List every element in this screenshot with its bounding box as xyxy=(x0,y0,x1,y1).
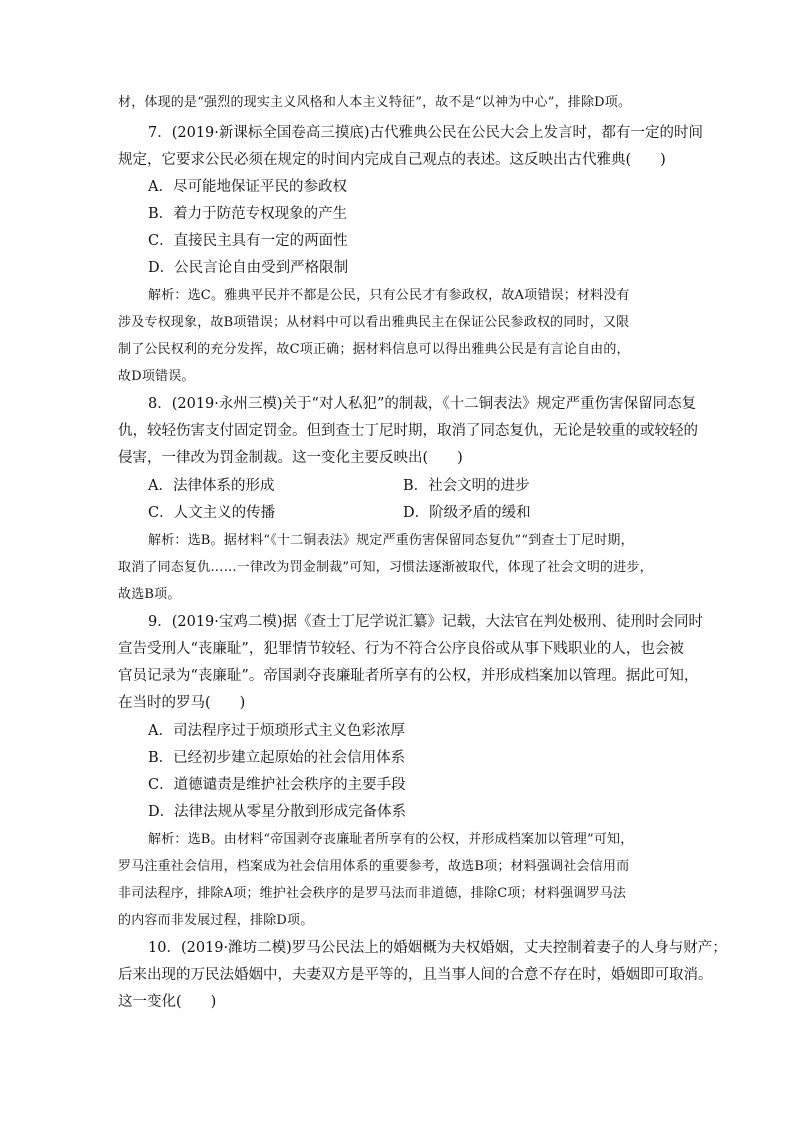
q8-stem-line-1: 8．(2019·永州三模)关于“对人私犯”的制裁，《十二铜表法》规定严重伤害保留同态复 xyxy=(148,396,697,412)
q8-option-c: C．人文主义的传播 xyxy=(148,505,276,521)
q8-option-b: B．社会文明的进步 xyxy=(403,478,530,494)
q7-analysis-line-2: 涉及专权现象，故B项错误；从材料中可以看出雅典民主在保证公民参政权的同时，又限 xyxy=(118,315,630,330)
q7-analysis-line-4: 故D项错误。 xyxy=(118,369,195,384)
q6-analysis-tail: 材，体现的是“强烈的现实主义风格和人本主义特征”，故不是“以神为中心”，排除D项。 xyxy=(118,95,632,110)
q8-stem-line-3: 侵害，一律改为罚金制裁。这一变化主要反映出( ) xyxy=(118,450,463,466)
q9-stem-line-3: 官员记录为“丧廉耻”。帝国剥夺丧廉耻者所享有的公权，并形成档案加以管理。据此可知， xyxy=(118,668,699,684)
q7-option-d: D．公民言论自由受到严格限制 xyxy=(148,260,349,276)
q8-analysis-line-3: 故选B项。 xyxy=(118,587,181,602)
q10-stem-line-1: 10．(2019·潍坊二模)罗马公民法上的婚姻概为夫权婚姻，丈夫控制着妻子的人身与财产； xyxy=(148,940,727,956)
q7-option-c: C．直接民主具有一定的两面性 xyxy=(148,233,348,249)
q10-stem-line-3: 这一变化( ) xyxy=(118,994,217,1010)
q10-stem-line-2: 后来出现的万民法婚姻中，夫妻双方是平等的，且当事人间的合意不存在时，婚姻即可取消。 xyxy=(118,967,713,983)
q7-analysis-line-1: 解析：选C。雅典平民并不都是公民，只有公民才有参政权，故A项错误；材料没有 xyxy=(148,288,630,303)
q9-analysis-line-2: 罗马注重社会信用，档案成为社会信用体系的重要参考，故选B项；材料强调社会信用而 xyxy=(118,859,630,874)
q9-stem-line-1: 9．(2019·宝鸡二模)据《查士丁尼学说汇纂》记载，大法官在判处极刑、徒刑时会同时 xyxy=(148,614,704,630)
q9-stem-line-4: 在当时的罗马( ) xyxy=(118,695,246,711)
q8-option-d: D．阶级矛盾的缓和 xyxy=(403,505,531,521)
q9-analysis-line-1: 解析：选B。由材料“帝国剥夺丧廉耻者所享有的公权，并形成档案加以管理”可知， xyxy=(148,832,634,847)
q9-analysis-line-4: 的内容而非发展过程，排除D项。 xyxy=(118,913,314,928)
q8-analysis-line-1: 解析：选B。据材料“《十二铜表法》规定严重伤害保留同态复仇”“到查士丁尼时期， xyxy=(148,533,634,548)
q7-stem-line-1: 7．(2019·新课标全国卷高三摸底)古代雅典公民在公民大会上发言时，都有一定的时间 xyxy=(148,125,704,141)
q8-analysis-line-2: 取消了同态复仇……一律改为罚金制裁”可知，习惯法逐渐被取代，体现了社会文明的进步， xyxy=(118,560,653,575)
q9-option-c: C．道德谴责是维护社会秩序的主要手段 xyxy=(148,777,406,793)
q8-stem-line-2: 仇，较轻伤害支付固定罚金。但到查士丁尼时期，取消了同态复仇，无论是较重的或较轻的 xyxy=(118,423,698,439)
q7-option-b: B．着力于防范专权现象的产生 xyxy=(148,206,348,222)
q7-option-a: A．尽可能地保证平民的参政权 xyxy=(148,179,347,195)
q9-option-b: B．已经初步建立起原始的社会信用体系 xyxy=(148,750,406,766)
q9-stem-line-2: 宣告受刑人“丧廉耻”，犯罪情节较轻、行为不符合公序良俗或从事下贱职业的人，也会被 xyxy=(118,641,684,657)
q9-option-d: D．法律法规从零星分散到形成完备体系 xyxy=(148,804,407,820)
q9-analysis-line-3: 非司法程序，排除A项；维护社会秩序的是罗马法而非道德，排除C项；材料强调罗马法 xyxy=(118,886,627,901)
q7-analysis-line-3: 制了公民权利的充分发挥，故C项正确；据材料信息可以得出雅典公民是有言论自由的， xyxy=(118,342,630,357)
q7-stem-line-2: 规定，它要求公民必须在规定的时间内完成自己观点的表述。这反映出古代雅典( ) xyxy=(118,152,666,168)
q8-option-a: A．法律体系的形成 xyxy=(148,478,275,494)
q9-option-a: A．司法程序过于烦琐形式主义色彩浓厚 xyxy=(148,723,405,739)
